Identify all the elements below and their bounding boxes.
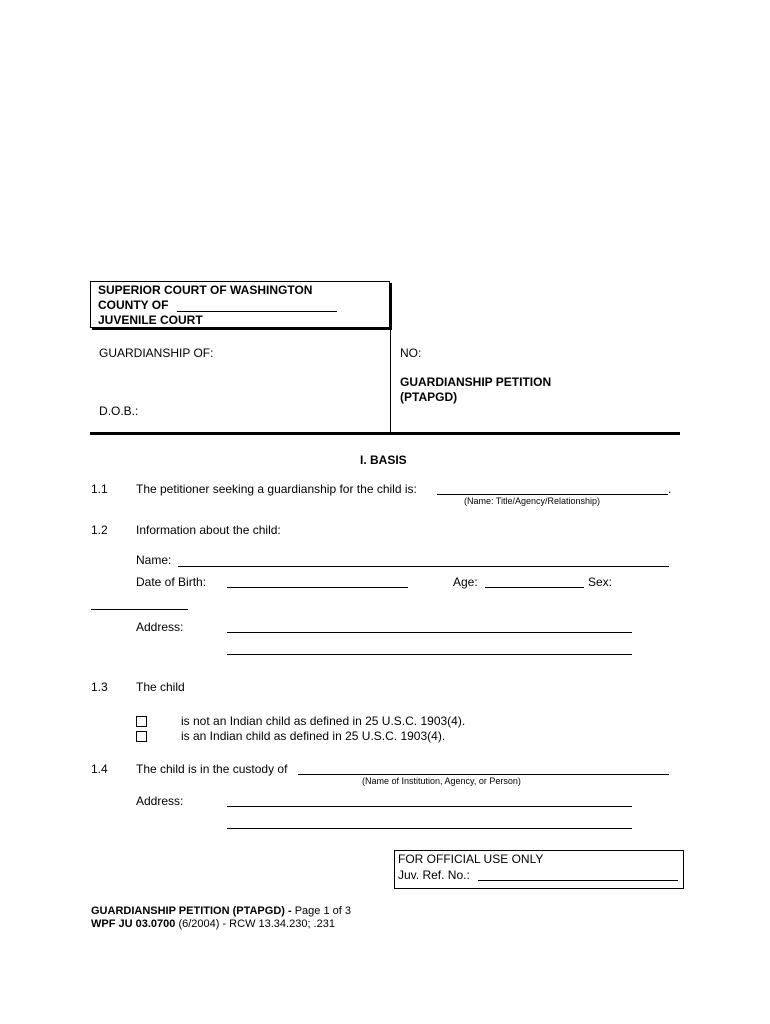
petitioner-caption: (Name: Title/Agency/Relationship) bbox=[464, 496, 601, 506]
custody-address-label: Address: bbox=[136, 794, 184, 808]
not-indian-child-option: is not an Indian child as defined in 25 U.S.C. 1903(4). bbox=[181, 714, 466, 728]
child-name-label: Name: bbox=[136, 553, 172, 567]
petition-code: (PTAPGD) bbox=[400, 390, 458, 404]
custody-address-input-line-1[interactable] bbox=[227, 806, 632, 807]
juv-ref-label: Juv. Ref. No.: bbox=[398, 868, 470, 882]
period-mark: . bbox=[668, 482, 672, 496]
child-address-label: Address: bbox=[136, 620, 184, 634]
county-input-line[interactable] bbox=[177, 311, 337, 312]
not-indian-child-checkbox[interactable] bbox=[136, 716, 147, 727]
child-age-input-line[interactable] bbox=[485, 587, 584, 588]
indian-child-checkbox[interactable] bbox=[136, 731, 147, 742]
petition-title: GUARDIANSHIP PETITION bbox=[400, 375, 552, 389]
footer-title: GUARDIANSHIP PETITION (PTAPGD) - bbox=[91, 905, 292, 917]
footer-line-2 bbox=[91, 918, 335, 930]
child-name-input-line[interactable] bbox=[178, 566, 669, 567]
guardianship-of-label: GUARDIANSHIP OF: bbox=[99, 346, 214, 360]
county-label: COUNTY OF bbox=[98, 298, 169, 312]
caption-rule bbox=[90, 432, 680, 435]
child-address-input-line-2[interactable] bbox=[227, 654, 632, 655]
juv-ref-input-line[interactable] bbox=[478, 880, 678, 881]
child-info-label: Information about the child: bbox=[136, 523, 281, 537]
footer-line-1 bbox=[91, 905, 351, 917]
footer-revision: (6/2004) - RCW 13.34.230; .231 bbox=[178, 918, 335, 930]
footer-page: Page 1 of 3 bbox=[294, 905, 351, 917]
child-sex-input-line[interactable] bbox=[91, 609, 188, 610]
petitioner-input-line[interactable] bbox=[437, 494, 668, 495]
item-number-1-3: 1.3 bbox=[91, 680, 108, 694]
official-use-title: FOR OFFICIAL USE ONLY bbox=[398, 852, 544, 866]
dob-label: D.O.B.: bbox=[99, 404, 139, 418]
child-age-label: Age: bbox=[453, 575, 478, 589]
child-dob-input-line[interactable] bbox=[227, 587, 408, 588]
child-sex-label: Sex: bbox=[588, 575, 613, 589]
custody-caption: (Name of Institution, Agency, or Person) bbox=[362, 776, 521, 786]
footer-form-id: WPF JU 03.0700 bbox=[91, 918, 176, 930]
custody-address-input-line-2[interactable] bbox=[227, 828, 632, 829]
section-heading: I. BASIS bbox=[360, 453, 407, 467]
caption-divider bbox=[390, 326, 391, 432]
petitioner-label: The petitioner seeking a guardianship for the child is: bbox=[136, 482, 417, 496]
item-number-1-2: 1.2 bbox=[91, 523, 108, 537]
item-number-1-1: 1.1 bbox=[91, 482, 108, 496]
case-number-label: NO: bbox=[400, 346, 422, 360]
child-status-label: The child bbox=[136, 680, 185, 694]
custody-input-line[interactable] bbox=[298, 774, 669, 775]
child-dob-label: Date of Birth: bbox=[136, 575, 207, 589]
juvenile-court-label: JUVENILE COURT bbox=[98, 313, 203, 327]
custody-label: The child is in the custody of bbox=[136, 762, 288, 776]
child-address-input-line-1[interactable] bbox=[227, 632, 632, 633]
court-name: SUPERIOR COURT OF WASHINGTON bbox=[98, 283, 313, 297]
item-number-1-4: 1.4 bbox=[91, 762, 108, 776]
indian-child-option: is an Indian child as defined in 25 U.S.C. 1903(4). bbox=[181, 729, 446, 743]
